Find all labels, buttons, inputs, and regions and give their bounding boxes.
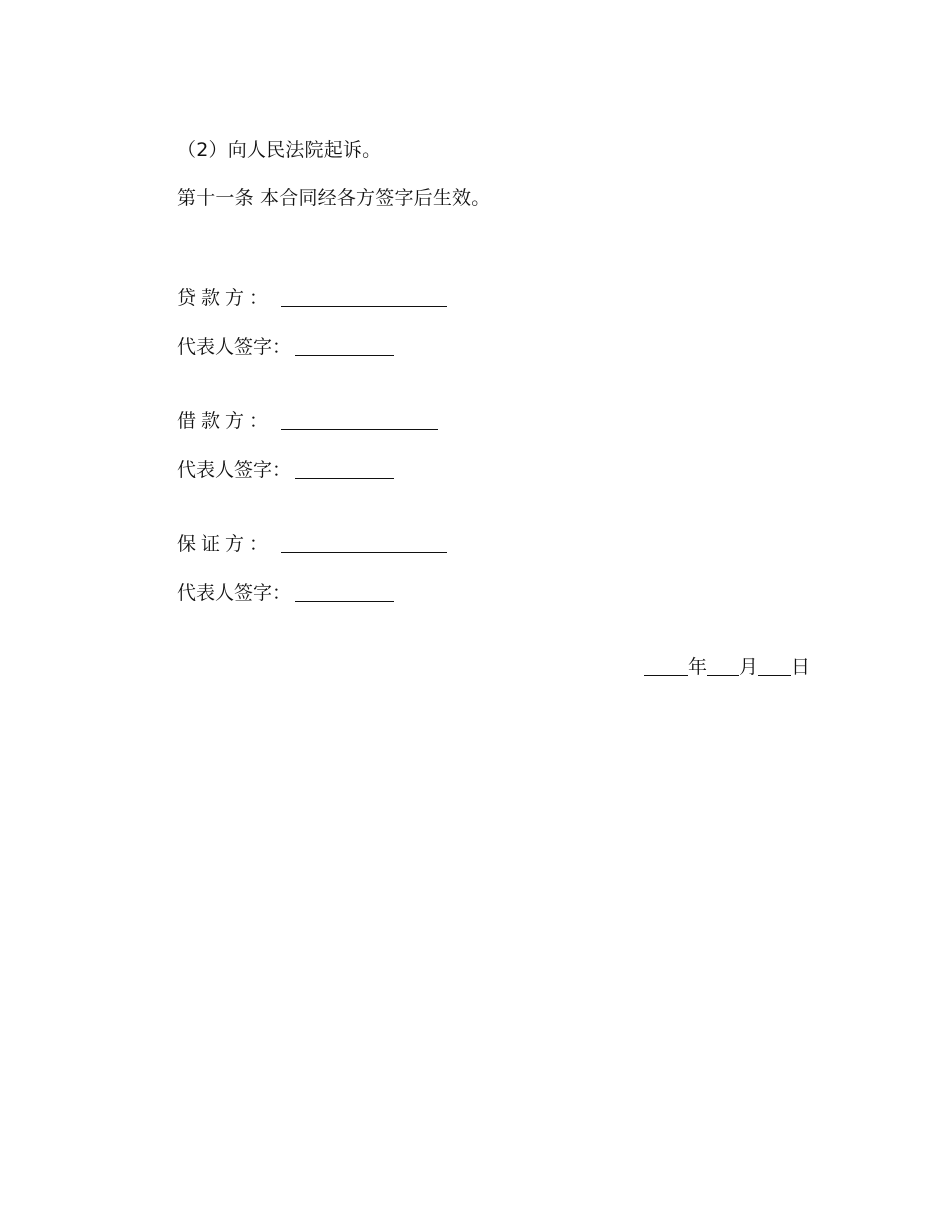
month-label: 月 — [738, 656, 758, 678]
year-label: 年 — [687, 656, 707, 678]
guarantor-rep-row — [177, 581, 394, 605]
lender-rep-row — [177, 335, 394, 359]
lender-rep-signature-blank — [295, 336, 394, 356]
month-blank — [707, 656, 739, 676]
borrower-signature-row — [177, 409, 438, 433]
lender-signature-row — [177, 286, 447, 310]
date-line — [644, 655, 810, 679]
borrower-rep-signature-blank — [295, 459, 394, 479]
year-blank — [644, 656, 688, 676]
clause-item-lawsuit: （2）向人民法院起诉。 — [177, 139, 382, 161]
day-label: 日 — [790, 656, 810, 678]
guarantor-signature-row — [177, 532, 447, 556]
lender-rep-label: 代表人签字： — [177, 336, 292, 358]
guarantor-label: 保证方： — [177, 533, 274, 555]
borrower-rep-row — [177, 458, 394, 482]
clause-eleven-effective: 第十一条 本合同经各方签字后生效。 — [177, 187, 491, 209]
borrower-rep-label: 代表人签字： — [177, 459, 292, 481]
lender-label: 贷款方： — [177, 287, 274, 309]
guarantor-rep-label: 代表人签字： — [177, 582, 292, 604]
borrower-signature-blank — [281, 410, 438, 430]
lender-signature-blank — [281, 287, 447, 307]
guarantor-signature-blank — [281, 533, 447, 553]
borrower-label: 借款方： — [177, 410, 274, 432]
day-blank — [758, 656, 791, 676]
guarantor-rep-signature-blank — [295, 582, 394, 602]
